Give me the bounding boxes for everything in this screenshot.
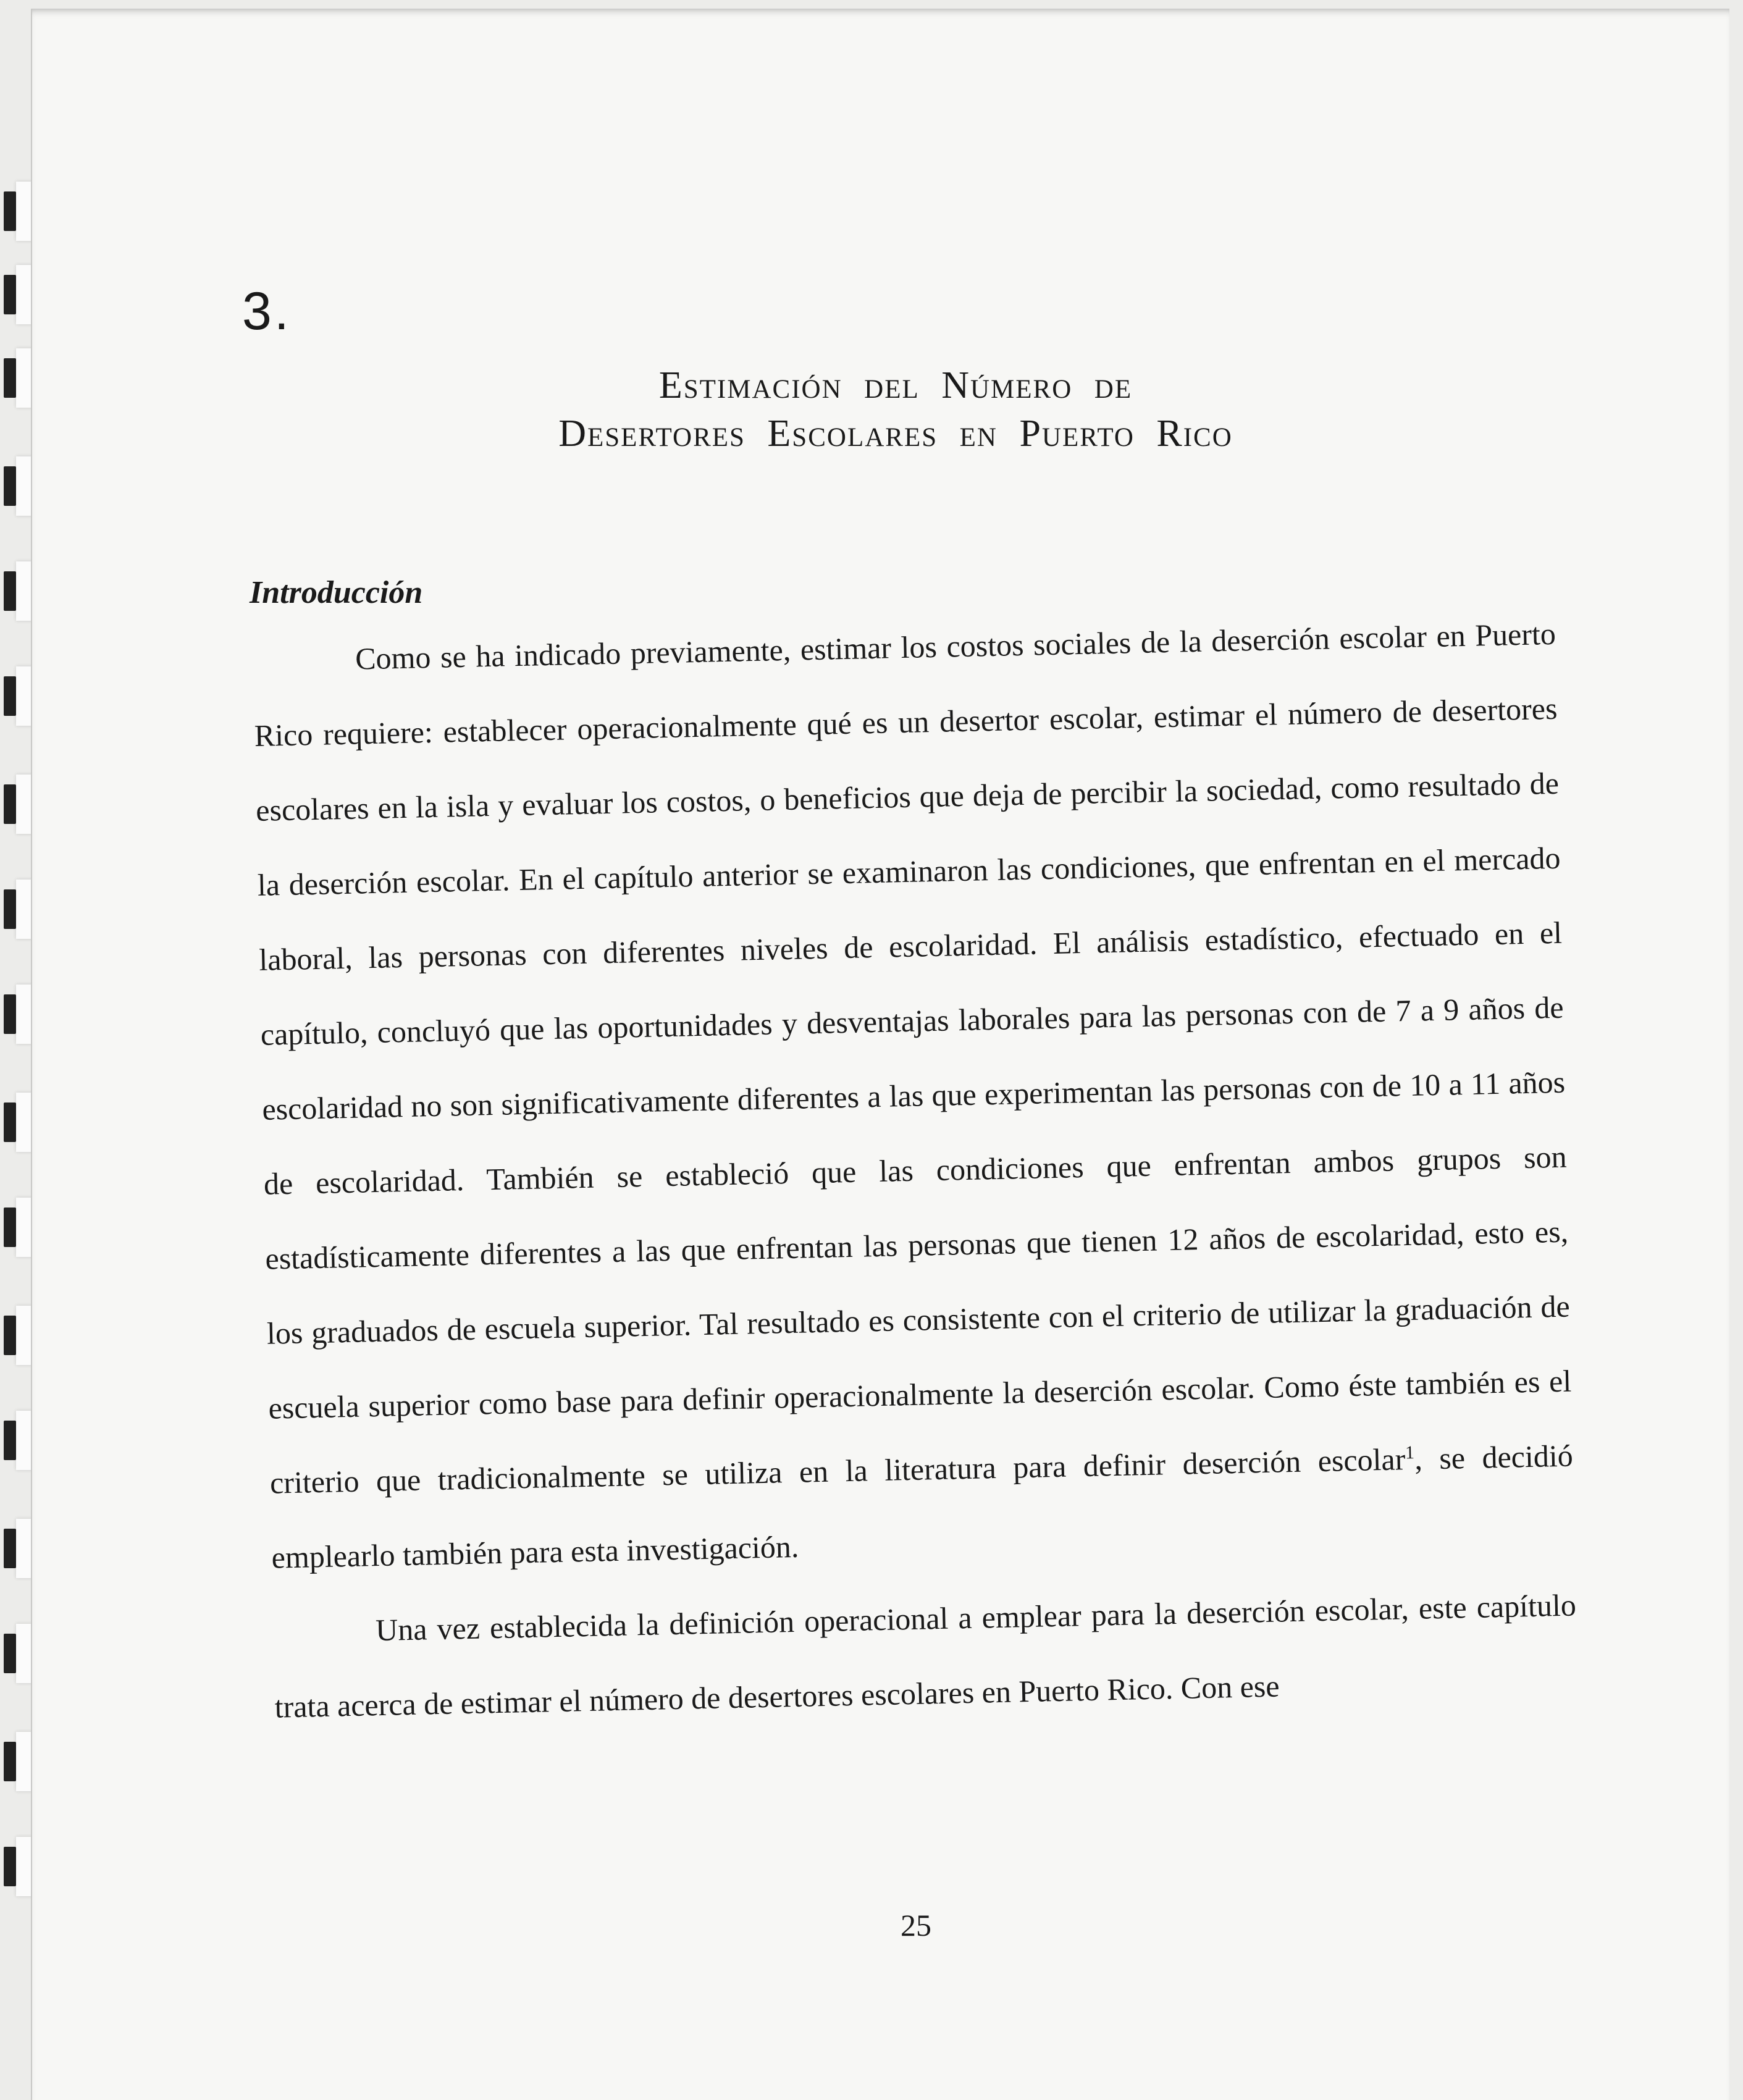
page-number: 25 bbox=[901, 1908, 931, 1942]
body-text bbox=[252, 597, 1579, 1745]
chapter-title-line: Estimación del Número de bbox=[658, 364, 1133, 406]
chapter-title-line: Desertores Escolares en Puerto Rico bbox=[558, 413, 1233, 455]
paragraph-text: Como se ha indicado previamente, estimar los costos sociales de la deserción escolar en Puerto Rico requiere: establecer operacionalmente qué es un desertor escolar, estimar el número de desertores escolares en la isla y evaluar los costos, o beneficios que deja de percibir la sociedad, como resultado de la deserción escolar. En el capítulo anterior se examinaron las condiciones, que enfrentan en el mercado laboral, las personas con diferentes niveles de escolaridad. El análisis estadístico, efectuado en el capítulo, concluyó que las oportunidades y desventajas laborales para las personas con de 7 a 9 años de escolaridad no son significativamente diferentes a las que experimentan las personas con de 10 a 11 años de escolaridad. También se estableció que las condiciones que enfrentan ambos grupos son estadísticamente diferentes a las que enfrentan las personas que tienen 12 años de escolaridad, esto es, los graduados de escuela superior. Tal resultado es consistente con el criterio de utilizar la graduación de escuela superior como base para definir operacionalmente la deserción escolar. Como éste también es el criterio que tradicionalmente se utiliza en la literatura para definir deserción escolar bbox=[254, 616, 1572, 1500]
paragraph bbox=[252, 597, 1575, 1595]
section-heading: Introducción bbox=[250, 575, 423, 610]
paragraph: Una vez establecida la definición operacional a emplear para la deserción escolar, este capítulo trata acerca de estimar el número de desertores escolares en Puerto Rico. Con ese bbox=[274, 1587, 1577, 1724]
chapter-number: 3. bbox=[242, 282, 292, 341]
footnote-reference: 1 bbox=[1405, 1442, 1415, 1463]
chapter-title bbox=[432, 361, 1359, 458]
paragraph-text: , se decidió emplearlo también para esta investigación. bbox=[271, 1438, 1574, 1575]
